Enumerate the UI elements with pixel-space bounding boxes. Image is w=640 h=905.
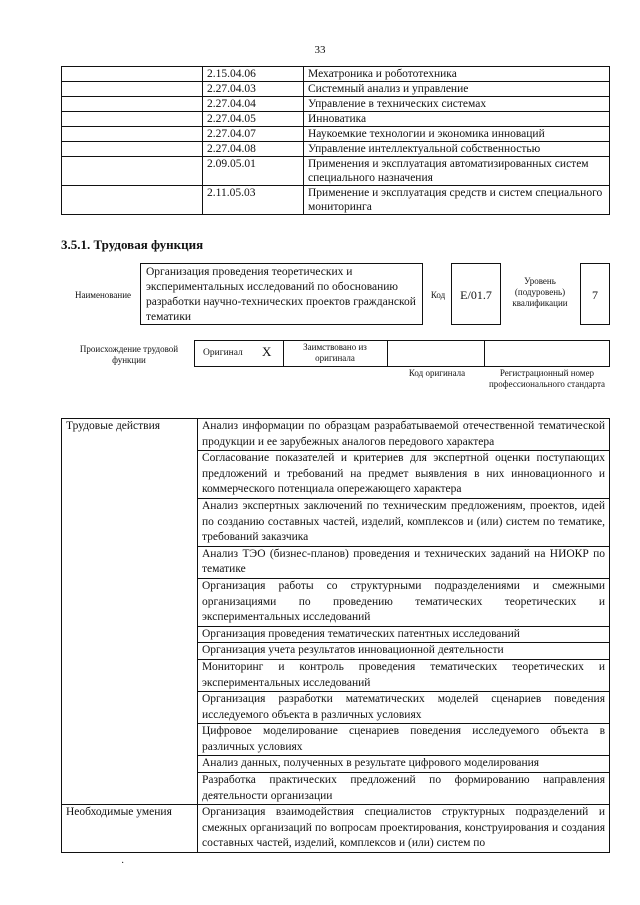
codes-empty-cell (62, 142, 203, 157)
code-original-label: Код оригинала (408, 368, 466, 378)
skills-label: Необходимые умения (62, 805, 198, 853)
skill-item: Организация взаимодействия специалистов структурных подразделений и смежных организаций по вопросам проектирования, конструирования и создания составных частей, изделий, комплексов и (или) систем по (198, 805, 610, 853)
specialty-code: 2.27.04.08 (203, 142, 304, 157)
codes-row (62, 142, 610, 157)
specialty-name: Мехатроника и робототехника (304, 67, 610, 82)
codes-row (62, 112, 610, 127)
action-item: Цифровое моделирование сценариев поведения исследуемого объекта в различных условиях (198, 724, 610, 756)
reg-number-label: Регистрационный номер профессионального стандарта (488, 368, 606, 389)
codes-row (62, 157, 610, 186)
function-name-value: Организация проведения теоретических и экспериментальных исследований по обоснованию разработки научно-технических проектов гражданской тематики (146, 266, 416, 323)
borrowed-label: Заимствовано из оригинала (303, 342, 367, 363)
specialty-name: Применения и эксплуатация автоматизированных систем специального назначения (304, 157, 610, 186)
original-mark: X (262, 344, 272, 359)
specialty-name: Управление в технических системах (304, 97, 610, 112)
action-item: Согласование показателей и критериев для экспертной оценки поступающих предложений и требований на предмет выявления в них инновационного и коммерческого потенциала опережающего характера (198, 451, 610, 499)
codes-empty-cell (62, 127, 203, 142)
code-original-box (387, 340, 485, 367)
specialty-code: 2.11.05.03 (203, 186, 304, 215)
name-label: Наименование (74, 290, 132, 300)
reg-number-box (484, 340, 610, 367)
actions-label: Трудовые действия (62, 419, 198, 805)
codes-empty-cell (62, 157, 203, 186)
action-item: Анализ экспертных заключений по техническим предложениям, проектов, идей по созданию составных частей, изделий, комплексов и (или) систем по тематике, требований заказчика (198, 498, 610, 546)
original-label: Оригинал (203, 348, 243, 358)
action-item: Организация учета результатов инновационной деятельности (198, 643, 610, 660)
origin-label: Происхождение трудовой функции (79, 344, 179, 365)
function-code-value: E/01.7 (460, 288, 492, 302)
codes-row (62, 97, 610, 112)
codes-empty-cell (62, 97, 203, 112)
codes-empty-cell (62, 112, 203, 127)
specialty-name: Управление интеллектуальной собственностью (304, 142, 610, 157)
level-value: 7 (592, 288, 598, 302)
code-label: Код (430, 290, 446, 300)
specialty-name: Системный анализ и управление (304, 82, 610, 97)
codes-empty-cell (62, 186, 203, 215)
level-label: Уровень (подуровень) квалификации (512, 276, 568, 308)
specialty-name: Наукоемкие технологии и экономика инноваций (304, 127, 610, 142)
codes-empty-cell (62, 82, 203, 97)
action-item: Анализ данных, полученных в результате цифрового моделирования (198, 756, 610, 773)
skills-row (62, 805, 610, 853)
action-item: Мониторинг и контроль проведения тематических теоретических и экспериментальных исследований (198, 659, 610, 691)
level-box (580, 263, 610, 325)
action-item: Разработка практических предложений по формированию направления деятельности организации (198, 773, 610, 805)
specialty-code: 2.15.04.06 (203, 67, 304, 82)
action-item: Анализ ТЭО (бизнес-планов) проведения и технических заданий на НИОКР по тематике (198, 546, 610, 578)
page-mark: · (121, 858, 125, 869)
action-item: Анализ информации по образцам разрабатываемой отечественной тематической продукции и ее зарубежных аналогов передового характера (198, 419, 610, 451)
labor-actions-table (61, 418, 610, 853)
codes-row (62, 82, 610, 97)
function-code-box (451, 263, 501, 325)
specialty-name: Применение и эксплуатация средств и систем специального мониторинга (304, 186, 610, 215)
specialty-code: 2.09.05.01 (203, 157, 304, 186)
codes-row (62, 186, 610, 215)
specialty-codes-table (61, 66, 610, 215)
codes-row (62, 127, 610, 142)
action-item: Организация проведения тематических патентных исследований (198, 626, 610, 643)
action-item: Организация работы со структурными подразделениями и смежными организациями по проведению тематических теоретических и экспериментальных исследований (198, 578, 610, 626)
function-name-box (140, 263, 423, 325)
action-row (62, 419, 610, 451)
specialty-name: Инноватика (304, 112, 610, 127)
codes-row (62, 67, 610, 82)
specialty-code: 2.27.04.05 (203, 112, 304, 127)
page-number: 33 (314, 44, 326, 56)
specialty-code: 2.27.04.03 (203, 82, 304, 97)
specialty-code: 2.27.04.04 (203, 97, 304, 112)
codes-empty-cell (62, 67, 203, 82)
action-item: Организация разработки математических моделей сценариев поведения исследуемого объекта в различных условиях (198, 692, 610, 724)
section-title: 3.5.1. Трудовая функция (61, 237, 204, 252)
specialty-code: 2.27.04.07 (203, 127, 304, 142)
